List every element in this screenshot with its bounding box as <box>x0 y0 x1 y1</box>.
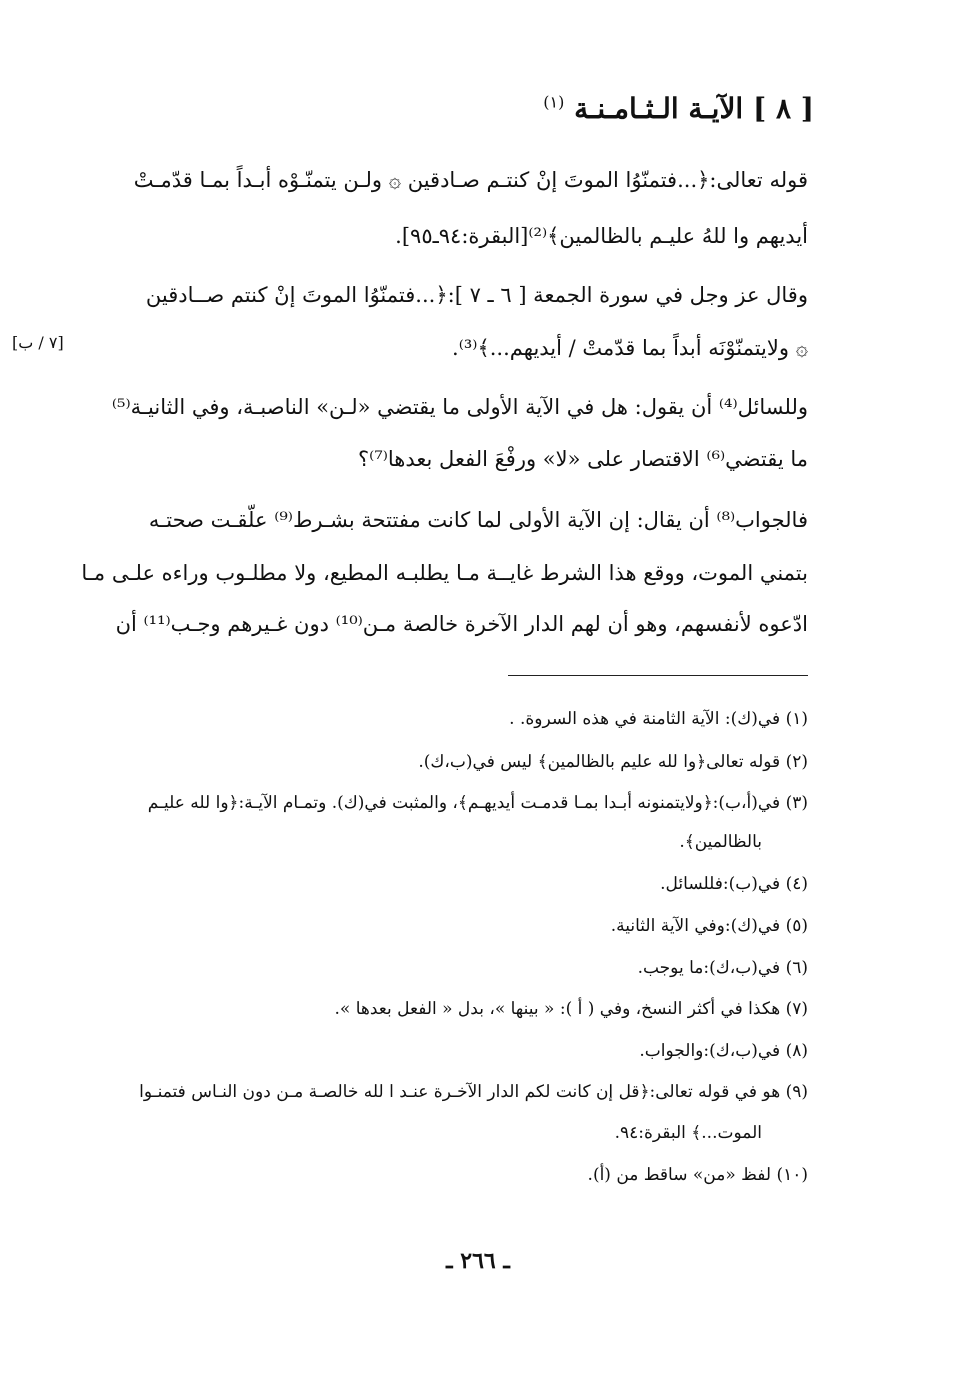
paragraph-1-line-2: أيديهم وا للهُ عليـم بالظالمين﴾⁽²⁾[البقرة:٩٤ـ٩٥]. <box>395 224 808 248</box>
paragraph-2-line-2: ۞ ولايتمنّوْنَه أبداً بما قدّمتْ / أيديهم...﴾⁽³⁾. <box>452 336 808 360</box>
footnote-1: (١) في(ك): الآية الثامنة في هذه السروة. . <box>509 709 808 729</box>
paragraph-4-line-2: بتمني الموت، ووقع هذا الشرط غايــة مـا يطلبـه المطيع، ولا مطلـوب وراءه علـى مـا <box>81 561 808 585</box>
heading-number: [ ٨ ] <box>752 92 814 125</box>
paragraph-4-line-1: فالجواب⁽⁸⁾ أن يقال: إن الآية الأولى لما كانت مفتتحة بشـرط⁽⁹⁾ علّقـت صحتـه <box>148 508 808 532</box>
paragraph-4-line-3: ادّعوه لأنفسهم، وهو أن لهم الدار الآخرة خالصة مـن⁽¹⁰⁾ دون غـيرهم وجـب⁽¹¹⁾ أن <box>115 612 808 636</box>
footnote-5: (٥) في(ك):وفي الآية الثانية. <box>610 916 808 936</box>
footnote-6: (٦) في(ب،ك):ما يوجب. <box>637 958 808 978</box>
footnote-2: (٢) قوله تعالى﴿وا لله عليم بالظالمين﴾ ليس في(ب،ك). <box>418 752 808 772</box>
paragraph-1-line-1: قوله تعالى:﴿...فتمنّوُا الموتَ إنْ كنتـم صـادقين ۞ ولـن يتمنّـوْه أبـداً بمـا قدّمـتْ <box>133 168 808 192</box>
paragraph-3-line-2: ما يقتضي⁽⁶⁾ الاقتصار على «لا» ورفْعَ الفعل بعدها⁽⁷⁾؟ <box>358 447 808 471</box>
footnote-9: (٩) هو في قوله تعالى:﴿قل إن كانت لكم الدار الآخـرة عنـد ا لله خالصـة مـن دون النـاس فتمنـوا <box>139 1082 808 1102</box>
footnote-separator <box>508 675 808 676</box>
footnote-3: (٣) في(أ،ب):﴿ولايتمنونه أبـدا بمـا قدمـت أيديهـم﴾، والمثبت في(ك). وتمـام الآيـة:﴿وا لله عليـم <box>147 793 808 813</box>
footnote-8: (٨) في(ب،ك):والجواب. <box>639 1041 808 1061</box>
footnote-7: (٧) هكذا في أكثر النسخ، وفي ( أ ): « بينها »، بدل « الفعل بعدها ». <box>334 999 808 1019</box>
heading-title: الآيـة الـثـامـنـة <box>574 92 744 125</box>
section-heading <box>543 92 814 125</box>
footnote-3-continued: بالظالمين﴾. <box>679 832 762 852</box>
footnote-10: (١٠) لفظ «من» ساقط من (أ). <box>587 1165 808 1185</box>
paragraph-2-line-1: وقال عز وجل في سورة الجمعة [ ٦ ـ ٧ ]:﴿...فتمنّوُا الموتَ إنْ كنتم صــادقين <box>145 283 808 307</box>
page-number: ـ ٢٦٦ ـ <box>446 1248 510 1274</box>
footnote-9-continued: الموت...﴾ البقرة:٩٤. <box>614 1123 762 1143</box>
footnote-4: (٤) في(ب):فللسائل. <box>660 874 808 894</box>
paragraph-3-line-1: وللسائل⁽⁴⁾ أن يقول: هل في الآية الأولى ما يقتضي «لـن» الناصبـة، وفي الثانيـة⁽⁵⁾ <box>111 395 808 419</box>
heading-footnote-ref: (١) <box>543 92 565 112</box>
manuscript-folio-note: [٧ / ب] <box>12 333 64 352</box>
